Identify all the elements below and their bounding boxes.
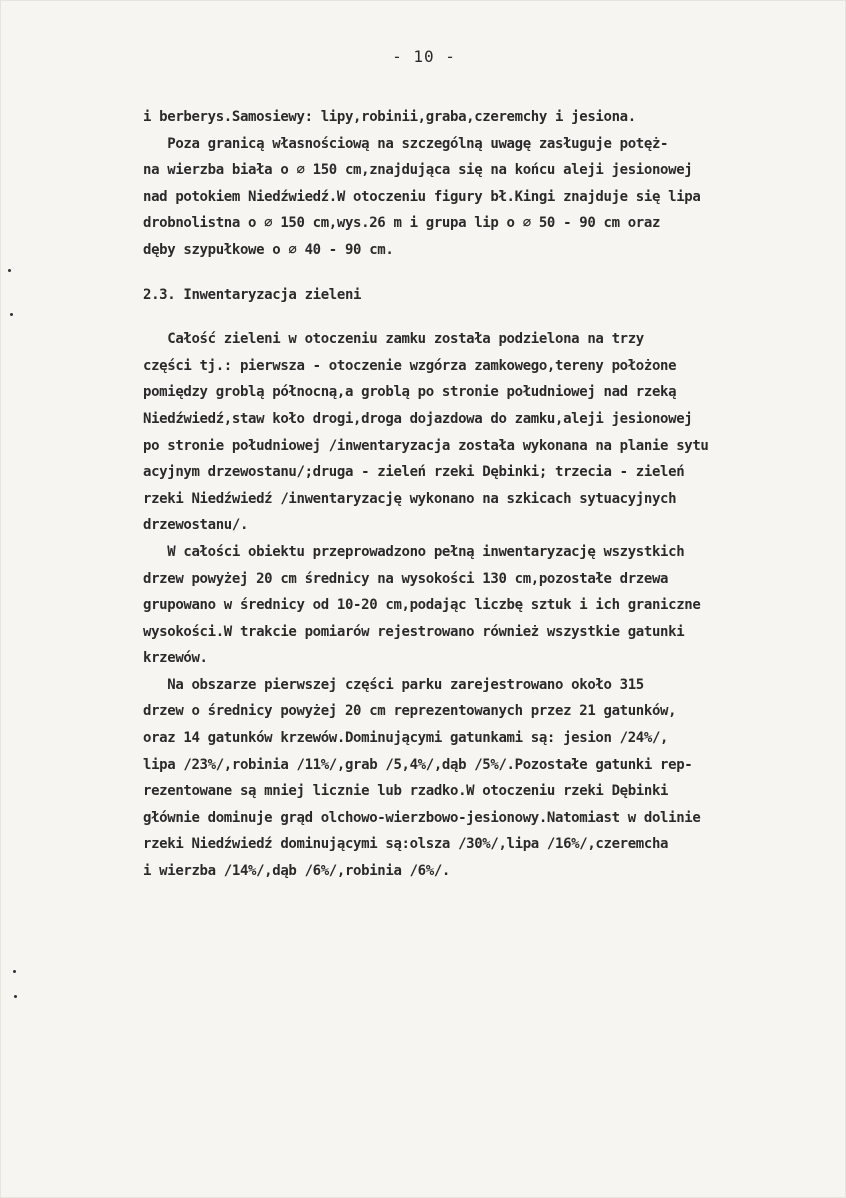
text-line: pomiędzy groblą północną,a groblą po stronie południowej nad rzeką: [143, 384, 677, 401]
page-number: - 10 -: [392, 47, 456, 66]
text-line: wysokości.W trakcie pomiarów rejestrowano również wszystkie gatunki: [143, 623, 685, 640]
margin-dot: [13, 970, 16, 973]
paragraph-inventory: [143, 326, 846, 884]
text-line: Niedźwiedź,staw koło drogi,droga dojazdowa do zamku,aleji jesionowej: [143, 410, 693, 427]
text-line: Na obszarze pierwszej części parku zarejestrowano około 315: [143, 676, 644, 693]
section-heading: 2.3. Inwentaryzacja zieleni: [143, 286, 362, 303]
text-line: na wierzba biała o ∅ 150 cm,znajdująca się na końcu aleji jesionowej: [143, 162, 693, 179]
text-line: rzeki Niedźwiedź dominującymi są:olsza /30%/,lipa /16%/,czeremcha: [143, 836, 669, 853]
text-line: oraz 14 gatunków krzewów.Dominującymi gatunkami są: jesion /24%/,: [143, 730, 669, 747]
text-line: po stronie południowej /inwentaryzacja została wykonana na planie sytu: [143, 437, 709, 454]
page-body: [143, 104, 846, 885]
text-line: grupowano w średnicy od 10-20 cm,podając liczbę sztuk i ich graniczne: [143, 597, 701, 614]
text-line: i berberys.Samosiewy: lipy,robinii,graba,czeremchy i jesiona.: [143, 109, 636, 125]
text-line: krzewów.: [143, 650, 208, 667]
text-line: lipa /23%/,robinia /11%/,grab /5,4%/,dąb /5%/.Pozostałe gatunki rep-: [143, 756, 693, 773]
text-line: części tj.: pierwsza - otoczenie wzgórza zamkowego,tereny położone: [143, 357, 677, 374]
text-line: nad potokiem Niedźwiedź.W otoczeniu figury bł.Kingi znajduje się lipa: [143, 188, 701, 205]
text-line: Poza granicą własnościową na szczególną uwagę zasługuje potęż-: [143, 135, 669, 152]
text-line: drobnolistna o ∅ 150 cm,wys.26 m i grupa lip o ∅ 50 - 90 cm oraz: [143, 215, 661, 232]
margin-dot: [8, 269, 11, 272]
text-line: acyjnym drzewostanu/;druga - zieleń rzeki Dębinki; trzecia - zieleń: [143, 464, 685, 481]
text-line: Całość zieleni w otoczeniu zamku została podzielona na trzy: [143, 331, 644, 348]
text-line: głównie dominuje grąd olchowo-wierzbowo-jesionowy.Natomiast w dolinie: [143, 809, 701, 826]
text-line: drzewostanu/.: [143, 517, 249, 534]
text-line: dęby szypułkowe o ∅ 40 - 90 cm.: [143, 241, 394, 258]
text-line: W całości obiektu przeprowadzono pełną inwentaryzację wszystkich: [143, 543, 685, 560]
margin-dot: [14, 995, 17, 998]
text-line: drzew powyżej 20 cm średnicy na wysokości 130 cm,pozostałe drzewa: [143, 570, 669, 587]
text-line: drzew o średnicy powyżej 20 cm reprezentowanych przez 21 gatunków,: [143, 703, 677, 720]
margin-dot: [10, 313, 13, 316]
text-line: rezentowane są mniej licznie lub rzadko.W otoczeniu rzeki Dębinki: [143, 783, 669, 800]
text-line: i wierzba /14%/,dąb /6%/,robinia /6%/.: [143, 863, 450, 880]
paragraph-trees-description: [143, 104, 846, 264]
text-line: rzeki Niedźwiedź /inwentaryzację wykonano na szkicach sytuacyjnych: [143, 490, 677, 507]
